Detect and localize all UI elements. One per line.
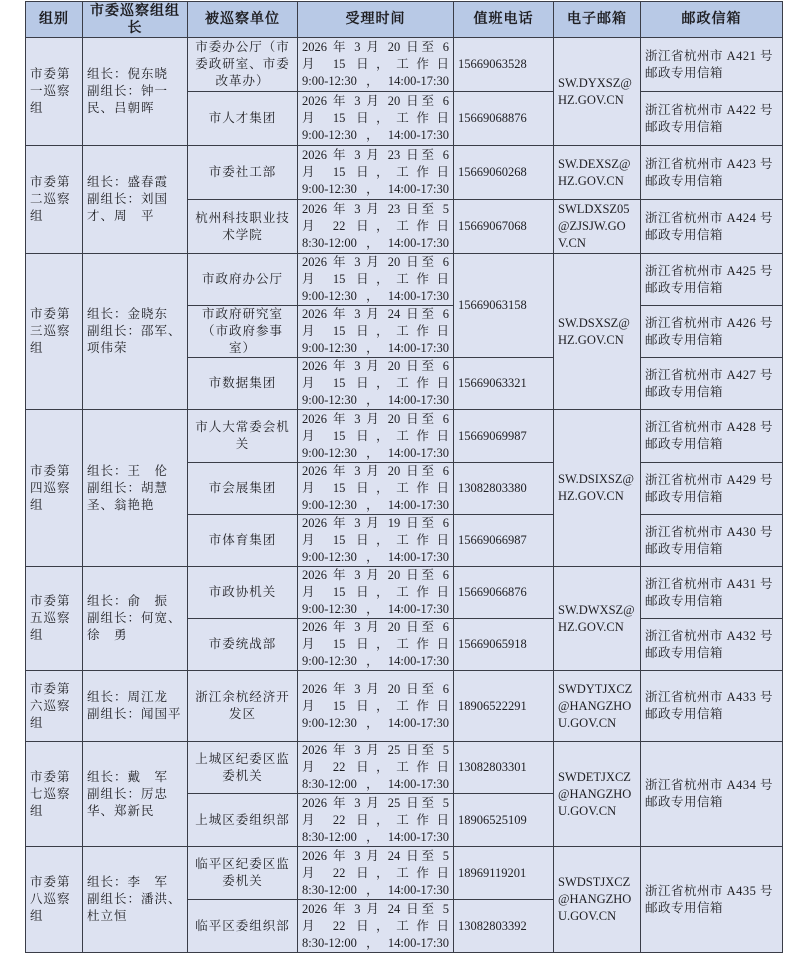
duty-phone: 15669063158 (454, 254, 554, 358)
unit-name: 上城区委组织部 (188, 794, 298, 847)
table-row (26, 410, 783, 463)
email: SWDYTJXCZ@HANGZHOU.GOV.CN (554, 671, 641, 742)
postal-box: 浙江省杭州市 A435 号邮政专用信箱 (641, 847, 783, 953)
header-post: 邮政信箱 (641, 2, 783, 38)
duty-phone: 15669066987 (454, 515, 554, 567)
unit-name: 市政协机关 (188, 567, 298, 619)
group-leaders: 组长：周江龙 副组长：闻国平 (83, 671, 188, 742)
unit-name: 市政府研究室（市政府参事室） (188, 306, 298, 358)
header-row (26, 2, 783, 38)
email: SW.DEXSZ@HZ.GOV.CN (554, 146, 641, 200)
table-row (26, 254, 783, 306)
table-row (26, 742, 783, 794)
inspection-table (25, 1, 783, 953)
group-name: 市委第二巡察组 (26, 146, 83, 254)
postal-box: 浙江省杭州市 A426 号邮政专用信箱 (641, 306, 783, 358)
duty-phone: 15669066876 (454, 567, 554, 619)
duty-phone: 15669068876 (454, 92, 554, 146)
unit-name: 市体育集团 (188, 515, 298, 567)
group-name: 市委第五巡察组 (26, 567, 83, 671)
unit-name: 市人才集团 (188, 92, 298, 146)
acceptance-time: 2026 年 3 月 20 日至 6 月 15 日，工作日 9:00-12:30，14:00-17:30 (298, 358, 454, 410)
acceptance-time: 2026 年 3 月 25 日至 5 月 22 日，工作日 8:30-12:00，14:00-17:30 (298, 794, 454, 847)
unit-name: 上城区纪委区监委机关 (188, 742, 298, 794)
unit-name: 浙江余杭经济开发区 (188, 671, 298, 742)
group-leaders: 组长：戴 军 副组长：厉忠华、郑新民 (83, 742, 188, 847)
header-leader: 市委巡察组组长 (83, 2, 188, 38)
duty-phone: 15669063321 (454, 358, 554, 410)
postal-box: 浙江省杭州市 A431 号邮政专用信箱 (641, 567, 783, 619)
group-name: 市委第七巡察组 (26, 742, 83, 847)
group-leaders: 组长：倪东晓 副组长：钟一民、吕朝晖 (83, 38, 188, 146)
table-row (26, 567, 783, 619)
header-unit: 被巡察单位 (188, 2, 298, 38)
acceptance-time: 2026 年 3 月 20 日至 6 月 15 日，工作日 9:00-12:30，14:00-17:30 (298, 567, 454, 619)
duty-phone: 13082803380 (454, 463, 554, 515)
group-leaders: 组长：盛春霞 副组长：刘国才、周 平 (83, 146, 188, 254)
duty-phone: 15669065918 (454, 619, 554, 671)
postal-box: 浙江省杭州市 A428 号邮政专用信箱 (641, 410, 783, 463)
group-name: 市委第三巡察组 (26, 254, 83, 410)
duty-phone: 18906525109 (454, 794, 554, 847)
acceptance-time: 2026 年 3 月 24 日至 5 月 22 日，工作日 8:30-12:00，14:00-17:30 (298, 900, 454, 953)
email: SW.DSXSZ@HZ.GOV.CN (554, 254, 641, 410)
table-row (26, 38, 783, 92)
acceptance-time: 2026 年 3 月 23 日至 5 月 22 日，工作日 8:30-12:00，14:00-17:30 (298, 200, 454, 254)
table-row (26, 146, 783, 200)
duty-phone: 18906522291 (454, 671, 554, 742)
acceptance-time: 2026 年 3 月 19 日至 6 月 15 日，工作日 9:00-12:30，14:00-17:30 (298, 515, 454, 567)
duty-phone: 15669060268 (454, 146, 554, 200)
postal-box: 浙江省杭州市 A433 号邮政专用信箱 (641, 671, 783, 742)
email: SWDSTJXCZ@HANGZHOU.GOV.CN (554, 847, 641, 953)
email: SWLDXSZ05@ZJSJW.GOV.CN (554, 200, 641, 254)
email: SWDETJXCZ@HANGZHOU.GOV.CN (554, 742, 641, 847)
acceptance-time: 2026 年 3 月 20 日至 6 月 15 日，工作日 9:00-12:30，14:00-17:30 (298, 410, 454, 463)
unit-name: 市政府办公厅 (188, 254, 298, 306)
postal-box: 浙江省杭州市 A434 号邮政专用信箱 (641, 742, 783, 847)
acceptance-time: 2026 年 3 月 24 日至 5 月 22 日，工作日 8:30-12:00，14:00-17:30 (298, 847, 454, 900)
header-email: 电子邮箱 (554, 2, 641, 38)
group-leaders: 组长：俞 振 副组长：何宽、徐 勇 (83, 567, 188, 671)
email: SW.DWXSZ@HZ.GOV.CN (554, 567, 641, 671)
postal-box: 浙江省杭州市 A423 号邮政专用信箱 (641, 146, 783, 200)
acceptance-time: 2026 年 3 月 20 日至 6 月 15 日，工作日 9:00-12:30，14:00-17:30 (298, 463, 454, 515)
duty-phone: 18969119201 (454, 847, 554, 900)
group-name: 市委第一巡察组 (26, 38, 83, 146)
acceptance-time: 2026 年 3 月 24 日至 6 月 15 日，工作日 9:00-12:30，14:00-17:30 (298, 306, 454, 358)
unit-name: 市委统战部 (188, 619, 298, 671)
duty-phone: 15669063528 (454, 38, 554, 92)
postal-box: 浙江省杭州市 A432 号邮政专用信箱 (641, 619, 783, 671)
acceptance-time: 2026 年 3 月 20 日至 6 月 15 日，工作日 9:00-12:30，14:00-17:30 (298, 619, 454, 671)
postal-box: 浙江省杭州市 A424 号邮政专用信箱 (641, 200, 783, 254)
duty-phone: 15669069987 (454, 410, 554, 463)
header-group: 组别 (26, 2, 83, 38)
unit-name: 临平区纪委区监委机关 (188, 847, 298, 900)
unit-name: 杭州科技职业技术学院 (188, 200, 298, 254)
acceptance-time: 2026 年 3 月 25 日至 5 月 22 日，工作日 8:30-12:00，14:00-17:30 (298, 742, 454, 794)
acceptance-time: 2026 年 3 月 20 日至 6 月 15 日，工作日 9:00-12:30，14:00-17:30 (298, 254, 454, 306)
group-name: 市委第六巡察组 (26, 671, 83, 742)
postal-box: 浙江省杭州市 A421 号邮政专用信箱 (641, 38, 783, 92)
group-name: 市委第四巡察组 (26, 410, 83, 567)
acceptance-time: 2026 年 3 月 20 日至 6 月 15 日，工作日 9:00-12:30，14:00-17:30 (298, 671, 454, 742)
duty-phone: 13082803392 (454, 900, 554, 953)
unit-name: 市委社工部 (188, 146, 298, 200)
email: SW.DSIXSZ@HZ.GOV.CN (554, 410, 641, 567)
acceptance-time: 2026 年 3 月 20 日至 6 月 15 日，工作日 9:00-12:30，14:00-17:30 (298, 92, 454, 146)
table-row (26, 847, 783, 900)
group-leaders: 组长：李 军 副组长：潘洪、杜立恒 (83, 847, 188, 953)
acceptance-time: 2026 年 3 月 23 日至 6 月 15 日，工作日 9:00-12:30，14:00-17:30 (298, 146, 454, 200)
email: SW.DYXSZ@HZ.GOV.CN (554, 38, 641, 146)
postal-box: 浙江省杭州市 A422 号邮政专用信箱 (641, 92, 783, 146)
unit-name: 临平区委组织部 (188, 900, 298, 953)
unit-name: 市人大常委会机关 (188, 410, 298, 463)
unit-name: 市会展集团 (188, 463, 298, 515)
postal-box: 浙江省杭州市 A427 号邮政专用信箱 (641, 358, 783, 410)
group-leaders: 组长：王 伦 副组长：胡慧圣、翁艳艳 (83, 410, 188, 567)
duty-phone: 13082803301 (454, 742, 554, 794)
group-name: 市委第八巡察组 (26, 847, 83, 953)
acceptance-time: 2026 年 3 月 20 日至 6 月 15 日，工作日 9:00-12:30，14:00-17:30 (298, 38, 454, 92)
unit-name: 市委办公厅（市委政研室、市委改革办） (188, 38, 298, 92)
postal-box: 浙江省杭州市 A425 号邮政专用信箱 (641, 254, 783, 306)
duty-phone: 15669067068 (454, 200, 554, 254)
header-phone: 值班电话 (454, 2, 554, 38)
postal-box: 浙江省杭州市 A429 号邮政专用信箱 (641, 463, 783, 515)
table-row (26, 671, 783, 742)
postal-box: 浙江省杭州市 A430 号邮政专用信箱 (641, 515, 783, 567)
unit-name: 市数据集团 (188, 358, 298, 410)
group-leaders: 组长：金晓东 副组长：邵军、项伟荣 (83, 254, 188, 410)
header-time: 受理时间 (298, 2, 454, 38)
